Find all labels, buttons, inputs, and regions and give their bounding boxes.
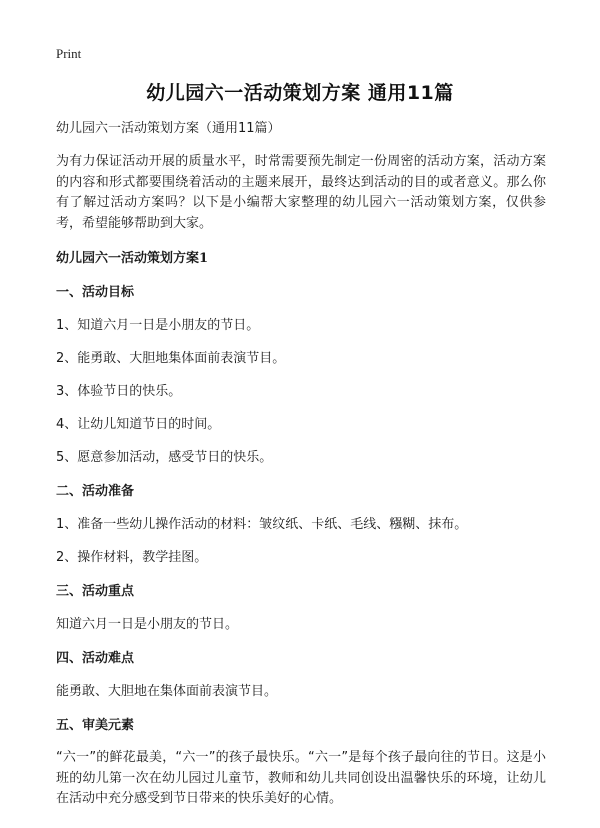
section-heading: 五、审美元素 [56, 718, 135, 733]
list-item: 2、操作材料，教学挂图。 [56, 550, 208, 565]
list-item: 知道六月一日是小朋友的节日。 [56, 617, 239, 632]
paragraph: “六一”的鲜花最美，“六一”的孩子最快乐。“六一”是每个孩子最向往的节日。这是小班的幼儿第一次在幼儿园过儿童节，教师和幼儿共同创设出温馨快乐的环境，让幼儿在活动中充分感受到节日带来的快乐美好的心情。 [56, 750, 546, 806]
document-body [56, 118, 546, 810]
document-title: 幼儿园六一活动策划方案 通用11篇 [146, 82, 454, 104]
section-aesthetic [56, 715, 546, 810]
section-heading: 三、活动重点 [56, 584, 135, 599]
list-item: 1、准备一些幼儿操作活动的材料：皱纹纸、卡纸、毛线、糨糊、抹布。 [56, 517, 468, 532]
list-item: 4、让幼儿知道节日的时间。 [56, 417, 221, 432]
list-item: 3、体验节日的快乐。 [56, 384, 182, 399]
list-item: 1、知道六月一日是小朋友的节日。 [56, 318, 260, 333]
section-heading: 一、活动目标 [56, 285, 135, 300]
list-item: 5、愿意参加活动，感受节日的快乐。 [56, 450, 273, 465]
section-key-point [56, 581, 546, 636]
intro-paragraph: 为有力保证活动开展的质量水平，时常需要预先制定一份周密的活动方案，活动方案的内容和形式都要围绕着活动的主题来展开，最终达到活动的目的或者意义。那么你有了解过活动方案吗？以下是小编帮大家整理的幼儿园六一活动策划方案，仅供参考，希望能够帮助到大家。 [56, 154, 546, 231]
section-goals [56, 282, 546, 469]
section-heading: 四、活动难点 [56, 651, 135, 666]
section-heading: 二、活动准备 [56, 484, 135, 499]
document-subtitle: 幼儿园六一活动策划方案（通用11篇） [56, 121, 281, 136]
section-preparation [56, 481, 546, 569]
list-item: 能勇敢、大胆地在集体面前表演节目。 [56, 684, 278, 699]
section-difficulty [56, 648, 546, 703]
list-item: 2、能勇敢、大胆地集体面前表演节目。 [56, 351, 286, 366]
print-label[interactable]: Print [56, 46, 82, 61]
plan-heading: 幼儿园六一活动策划方案1 [56, 251, 209, 266]
